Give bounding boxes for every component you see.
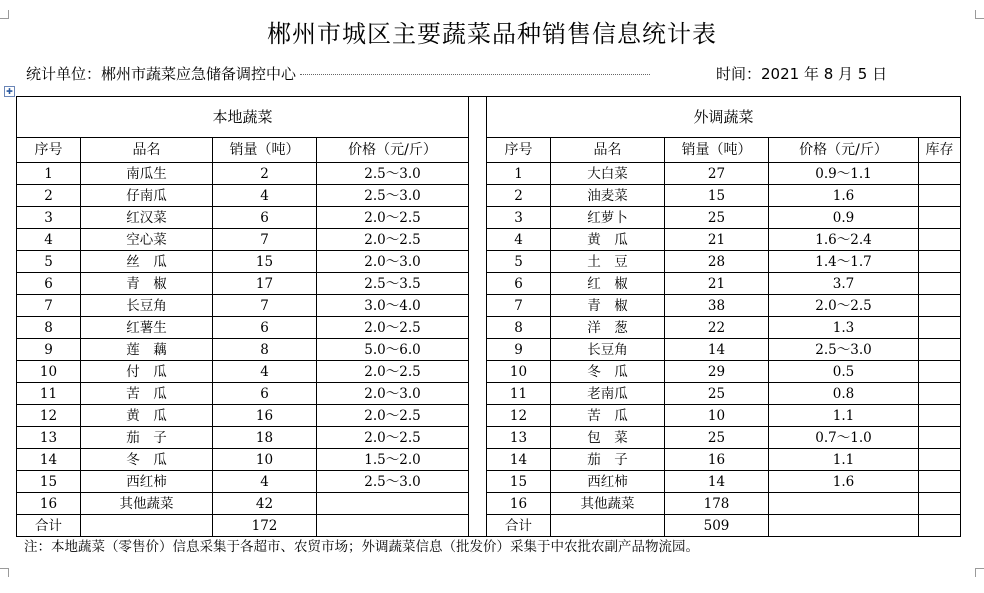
external-qty-cell[interactable]: 10 [665, 405, 769, 427]
external-name-cell[interactable]: 长豆角 [551, 339, 665, 361]
external-price-cell[interactable]: 2.5～3.0 [769, 339, 919, 361]
local-col-price[interactable]: 价格（元/斤） [317, 138, 469, 163]
local-no-cell[interactable]: 10 [17, 361, 81, 383]
vegetable-sales-table[interactable] [16, 96, 961, 537]
external-price-cell[interactable]: 2.0～2.5 [769, 295, 919, 317]
local-qty-cell[interactable]: 15 [213, 251, 317, 273]
external-qty-cell[interactable]: 14 [665, 339, 769, 361]
external-price-cell[interactable]: 1.4～1.7 [769, 251, 919, 273]
external-stock-cell[interactable] [919, 295, 961, 317]
local-price-cell[interactable] [317, 493, 469, 515]
external-no-cell[interactable]: 12 [487, 405, 551, 427]
local-total-price-cell[interactable] [317, 515, 469, 537]
column-gap [469, 361, 487, 383]
external-stock-cell[interactable] [919, 383, 961, 405]
external-total-name-cell[interactable] [551, 515, 665, 537]
external-qty-cell[interactable]: 21 [665, 273, 769, 295]
external-no-cell[interactable]: 4 [487, 229, 551, 251]
column-gap [469, 493, 487, 515]
column-gap [469, 405, 487, 427]
external-no-cell[interactable]: 15 [487, 471, 551, 493]
external-total-label[interactable]: 合计 [487, 515, 551, 537]
local-price-cell[interactable]: 2.0～3.0 [317, 251, 469, 273]
local-price-cell[interactable]: 2.0～2.5 [317, 317, 469, 339]
local-qty-cell[interactable]: 17 [213, 273, 317, 295]
external-price-cell[interactable]: 1.6 [769, 185, 919, 207]
external-name-cell[interactable]: 西红柿 [551, 471, 665, 493]
local-qty-cell[interactable]: 7 [213, 229, 317, 251]
table-row [17, 383, 961, 405]
external-stock-cell[interactable] [919, 207, 961, 229]
local-no-cell[interactable]: 5 [17, 251, 81, 273]
local-name-cell[interactable]: 西红柿 [81, 471, 213, 493]
local-price-cell[interactable]: 2.5～3.5 [317, 273, 469, 295]
external-qty-cell[interactable]: 22 [665, 317, 769, 339]
external-col-name[interactable]: 品名 [551, 138, 665, 163]
external-name-cell[interactable]: 青 椒 [551, 295, 665, 317]
local-col-name[interactable]: 品名 [81, 138, 213, 163]
footnote[interactable]: 注：本地蔬菜（零售价）信息采集于各超市、农贸市场；外调蔬菜信息（批发价）采集于中农批农副产品物流园。 [24, 539, 699, 555]
table-row [17, 493, 961, 515]
local-no-cell[interactable]: 4 [17, 229, 81, 251]
local-no-cell[interactable]: 11 [17, 383, 81, 405]
external-name-cell[interactable]: 土 豆 [551, 251, 665, 273]
external-price-cell[interactable]: 0.7～1.0 [769, 427, 919, 449]
local-name-cell[interactable]: 红薯生 [81, 317, 213, 339]
external-no-cell[interactable]: 2 [487, 185, 551, 207]
external-col-price[interactable]: 价格（元/斤） [769, 138, 919, 163]
local-name-cell[interactable]: 丝 瓜 [81, 251, 213, 273]
external-name-cell[interactable]: 老南瓜 [551, 383, 665, 405]
local-price-cell[interactable]: 2.0～2.5 [317, 361, 469, 383]
column-gap [469, 339, 487, 361]
local-no-cell[interactable]: 12 [17, 405, 81, 427]
local-total-qty[interactable]: 172 [213, 515, 317, 537]
external-price-cell[interactable]: 0.5 [769, 361, 919, 383]
table-row [17, 339, 961, 361]
local-name-cell[interactable]: 付 瓜 [81, 361, 213, 383]
external-qty-cell[interactable]: 25 [665, 207, 769, 229]
external-qty-cell[interactable]: 15 [665, 185, 769, 207]
local-qty-cell[interactable]: 42 [213, 493, 317, 515]
local-name-cell[interactable]: 红汉菜 [81, 207, 213, 229]
local-qty-cell[interactable]: 4 [213, 471, 317, 493]
external-qty-cell[interactable]: 27 [665, 163, 769, 185]
external-total-price-cell[interactable] [769, 515, 919, 537]
column-gap [469, 138, 487, 163]
local-name-cell[interactable]: 其他蔬菜 [81, 493, 213, 515]
local-price-cell[interactable]: 2.0～2.5 [317, 229, 469, 251]
local-no-cell[interactable]: 9 [17, 339, 81, 361]
table-row [17, 295, 961, 317]
local-no-cell[interactable]: 1 [17, 163, 81, 185]
column-gap [469, 383, 487, 405]
external-stock-cell[interactable] [919, 427, 961, 449]
local-price-cell[interactable]: 3.0～4.0 [317, 295, 469, 317]
column-gap [469, 97, 487, 138]
local-price-cell[interactable]: 2.0～2.5 [317, 405, 469, 427]
table-row [17, 449, 961, 471]
local-name-cell[interactable]: 莲 藕 [81, 339, 213, 361]
external-price-cell[interactable]: 1.3 [769, 317, 919, 339]
local-qty-cell[interactable]: 2 [213, 163, 317, 185]
external-no-cell[interactable]: 16 [487, 493, 551, 515]
external-qty-cell[interactable]: 29 [665, 361, 769, 383]
external-stock-cell[interactable] [919, 449, 961, 471]
external-price-cell[interactable]: 1.1 [769, 405, 919, 427]
local-qty-cell[interactable]: 4 [213, 185, 317, 207]
table-row [17, 317, 961, 339]
external-no-cell[interactable]: 8 [487, 317, 551, 339]
local-no-cell[interactable]: 3 [17, 207, 81, 229]
local-price-cell[interactable]: 2.0～2.5 [317, 427, 469, 449]
local-name-cell[interactable]: 长豆角 [81, 295, 213, 317]
column-gap [469, 273, 487, 295]
external-qty-cell[interactable]: 14 [665, 471, 769, 493]
external-price-cell[interactable]: 0.9 [769, 207, 919, 229]
external-col-stock[interactable]: 库存 [919, 138, 961, 163]
external-qty-cell[interactable]: 16 [665, 449, 769, 471]
report-date[interactable]: 时间：2021 年 8 月 5 日 [716, 65, 888, 83]
local-no-cell[interactable]: 8 [17, 317, 81, 339]
external-name-cell[interactable]: 红 椒 [551, 273, 665, 295]
external-stock-cell[interactable] [919, 493, 961, 515]
external-stock-cell[interactable] [919, 273, 961, 295]
external-no-cell[interactable]: 5 [487, 251, 551, 273]
local-no-cell[interactable]: 6 [17, 273, 81, 295]
table-row [17, 361, 961, 383]
external-name-cell[interactable]: 苦 瓜 [551, 405, 665, 427]
table-row [17, 405, 961, 427]
column-gap [469, 449, 487, 471]
table-row [17, 251, 961, 273]
external-stock-cell[interactable] [919, 251, 961, 273]
local-name-cell[interactable]: 茄 子 [81, 427, 213, 449]
table-move-handle-icon[interactable]: ✚ [4, 86, 15, 97]
local-name-cell[interactable]: 青 椒 [81, 273, 213, 295]
external-qty-cell[interactable]: 178 [665, 493, 769, 515]
external-total-stock-cell[interactable] [919, 515, 961, 537]
local-price-cell[interactable]: 1.5～2.0 [317, 449, 469, 471]
local-qty-cell[interactable]: 7 [213, 295, 317, 317]
column-gap [469, 427, 487, 449]
local-col-no[interactable]: 序号 [17, 138, 81, 163]
external-name-cell[interactable]: 黄 瓜 [551, 229, 665, 251]
external-name-cell[interactable]: 红萝卜 [551, 207, 665, 229]
local-name-cell[interactable]: 冬 瓜 [81, 449, 213, 471]
local-qty-cell[interactable]: 4 [213, 361, 317, 383]
external-qty-cell[interactable]: 28 [665, 251, 769, 273]
local-no-cell[interactable]: 15 [17, 471, 81, 493]
column-gap [469, 251, 487, 273]
local-price-cell[interactable]: 2.5～3.0 [317, 163, 469, 185]
external-no-cell[interactable]: 10 [487, 361, 551, 383]
local-qty-cell[interactable]: 8 [213, 339, 317, 361]
external-name-cell[interactable]: 洋 葱 [551, 317, 665, 339]
external-name-cell[interactable]: 冬 瓜 [551, 361, 665, 383]
external-no-cell[interactable]: 11 [487, 383, 551, 405]
table-row [17, 185, 961, 207]
column-gap [469, 317, 487, 339]
local-name-cell[interactable]: 南瓜生 [81, 163, 213, 185]
external-price-cell[interactable]: 0.8 [769, 383, 919, 405]
external-name-cell[interactable]: 其他蔬菜 [551, 493, 665, 515]
column-gap [469, 515, 487, 537]
external-no-cell[interactable]: 7 [487, 295, 551, 317]
external-qty-cell[interactable]: 25 [665, 427, 769, 449]
local-qty-cell[interactable]: 18 [213, 427, 317, 449]
external-qty-cell[interactable]: 25 [665, 383, 769, 405]
external-stock-cell[interactable] [919, 229, 961, 251]
table-row [17, 427, 961, 449]
local-no-cell[interactable]: 16 [17, 493, 81, 515]
external-stock-cell[interactable] [919, 405, 961, 427]
external-stock-cell[interactable] [919, 339, 961, 361]
column-gap [469, 471, 487, 493]
local-name-cell[interactable]: 空心菜 [81, 229, 213, 251]
local-qty-cell[interactable]: 6 [213, 383, 317, 405]
external-no-cell[interactable]: 14 [487, 449, 551, 471]
local-qty-cell[interactable]: 16 [213, 405, 317, 427]
external-vegetables-heading[interactable]: 外调蔬菜 [487, 97, 961, 138]
local-no-cell[interactable]: 14 [17, 449, 81, 471]
external-price-cell[interactable]: 0.9～1.1 [769, 163, 919, 185]
local-qty-cell[interactable]: 10 [213, 449, 317, 471]
total-row [17, 515, 961, 537]
local-name-cell[interactable]: 黄 瓜 [81, 405, 213, 427]
column-gap [469, 163, 487, 185]
local-price-cell[interactable]: 2.0～2.5 [317, 207, 469, 229]
document-title[interactable]: 郴州市城区主要蔬菜品种销售信息统计表 [267, 20, 717, 48]
external-stock-cell[interactable] [919, 471, 961, 493]
external-col-qty[interactable]: 销量（吨） [665, 138, 769, 163]
external-name-cell[interactable]: 油麦菜 [551, 185, 665, 207]
local-no-cell[interactable]: 7 [17, 295, 81, 317]
external-qty-cell[interactable]: 38 [665, 295, 769, 317]
column-gap [469, 295, 487, 317]
local-total-name-cell[interactable] [81, 515, 213, 537]
external-no-cell[interactable]: 9 [487, 339, 551, 361]
external-stock-cell[interactable] [919, 163, 961, 185]
external-no-cell[interactable]: 6 [487, 273, 551, 295]
local-name-cell[interactable]: 苦 瓜 [81, 383, 213, 405]
table-row [17, 273, 961, 295]
local-price-cell[interactable]: 2.5～3.0 [317, 185, 469, 207]
external-qty-cell[interactable]: 21 [665, 229, 769, 251]
local-total-label[interactable]: 合计 [17, 515, 81, 537]
table-row [17, 229, 961, 251]
external-name-cell[interactable]: 大白菜 [551, 163, 665, 185]
local-price-cell[interactable]: 2.5～3.0 [317, 471, 469, 493]
external-stock-cell[interactable] [919, 317, 961, 339]
column-gap [469, 229, 487, 251]
local-name-cell[interactable]: 仔南瓜 [81, 185, 213, 207]
local-qty-cell[interactable]: 6 [213, 207, 317, 229]
local-no-cell[interactable]: 2 [17, 185, 81, 207]
external-total-qty[interactable]: 509 [665, 515, 769, 537]
statistics-unit-line[interactable] [26, 63, 926, 85]
external-price-cell[interactable] [769, 493, 919, 515]
dotted-leader [300, 74, 650, 75]
external-no-cell[interactable]: 13 [487, 427, 551, 449]
statistics-unit[interactable]: 统计单位：郴州市蔬菜应急储备调控中心 [26, 65, 297, 83]
external-price-cell[interactable]: 1.6 [769, 471, 919, 493]
external-stock-cell[interactable] [919, 185, 961, 207]
external-name-cell[interactable]: 茄 子 [551, 449, 665, 471]
local-price-cell[interactable]: 2.0～3.0 [317, 383, 469, 405]
page-corner-mark [0, 568, 9, 577]
external-no-cell[interactable]: 3 [487, 207, 551, 229]
external-price-cell[interactable]: 1.1 [769, 449, 919, 471]
page-corner-mark [975, 568, 984, 577]
external-price-cell[interactable]: 3.7 [769, 273, 919, 295]
local-price-cell[interactable]: 5.0～6.0 [317, 339, 469, 361]
external-col-no[interactable]: 序号 [487, 138, 551, 163]
external-no-cell[interactable]: 1 [487, 163, 551, 185]
column-gap [469, 185, 487, 207]
external-name-cell[interactable]: 包 菜 [551, 427, 665, 449]
table-row [17, 471, 961, 493]
external-stock-cell[interactable] [919, 361, 961, 383]
local-col-qty[interactable]: 销量（吨） [213, 138, 317, 163]
external-price-cell[interactable]: 1.6～2.4 [769, 229, 919, 251]
local-no-cell[interactable]: 13 [17, 427, 81, 449]
table-row [17, 207, 961, 229]
table-row [17, 163, 961, 185]
local-vegetables-heading[interactable]: 本地蔬菜 [17, 97, 469, 138]
column-gap [469, 207, 487, 229]
local-qty-cell[interactable]: 6 [213, 317, 317, 339]
